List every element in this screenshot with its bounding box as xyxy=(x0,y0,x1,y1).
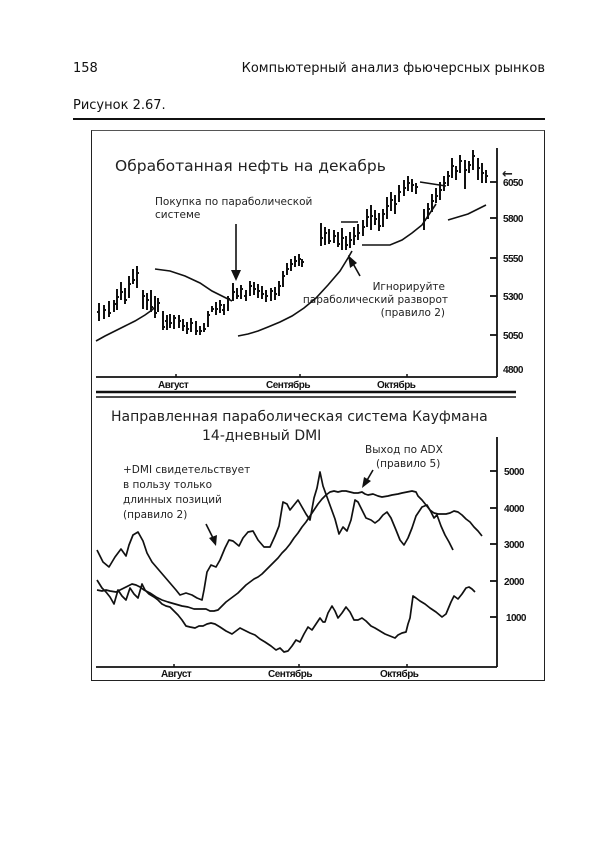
x-tick-label: Сентябрь xyxy=(268,669,312,680)
chart-subtitle: 14-дневный DMI xyxy=(202,428,322,444)
annotation-adx-line1: Выход по ADX xyxy=(365,444,443,456)
y-tick-label: 6050 xyxy=(503,178,523,189)
annotation-adx-line2: (правило 5) xyxy=(376,458,441,470)
figure-label: Рисунок 2.67. xyxy=(73,98,166,113)
chart-title: Направленная параболическая система Кауфмана xyxy=(111,409,488,425)
chart-price xyxy=(96,148,524,391)
price-axes xyxy=(96,148,497,377)
annotation-dmi-line1: +DMI свидетельствует xyxy=(123,464,251,476)
y-tick-label: 5300 xyxy=(503,292,523,303)
page-number: 158 xyxy=(73,61,98,76)
x-tick-label: Август xyxy=(158,380,189,391)
price-marker-arrow-icon: ← xyxy=(502,167,513,182)
x-tick-label: Октябрь xyxy=(377,380,416,391)
panel-separator xyxy=(96,392,516,397)
y-tick-label: 2000 xyxy=(504,577,524,588)
y-tick-label: 5550 xyxy=(503,254,523,265)
x-tick-label: Август xyxy=(161,669,192,680)
arrow-down-right-icon xyxy=(206,524,217,546)
annotation-dmi-line3: длинных позиций xyxy=(123,494,222,506)
annotation-dmi-line2: в пользу только xyxy=(123,479,213,491)
annotation-buy-line1: Покупка по параболической xyxy=(155,196,313,208)
annotation-ignore-line3: (правило 2) xyxy=(380,307,445,319)
y-tick-label: 1000 xyxy=(506,613,526,624)
y-tick-label: 5000 xyxy=(504,467,524,478)
annotation-dmi-line4: (правило 2) xyxy=(123,509,188,521)
annotation-ignore-line1: Игнорируйте xyxy=(372,281,445,293)
running-head: Компьютерный анализ фьючерсных рынков xyxy=(241,61,545,76)
y-tick-label: 5800 xyxy=(503,214,523,225)
annotation-ignore-line2: параболический разворот xyxy=(302,294,448,306)
y-tick-label: 4800 xyxy=(503,365,523,376)
arrow-up-left-icon xyxy=(348,255,360,276)
y-tick-label: 4000 xyxy=(504,504,524,515)
y-tick-label: 5050 xyxy=(503,331,523,342)
arrow-down-left-icon xyxy=(362,470,373,488)
x-tick-label: Октябрь xyxy=(380,669,419,680)
y-tick-label: 3000 xyxy=(504,540,524,551)
plus-dmi-line xyxy=(97,472,453,600)
arrow-down-icon xyxy=(231,224,241,281)
annotation-buy-line2: системе xyxy=(155,209,201,221)
chart-title: Обработанная нефть на декабрь xyxy=(115,157,386,175)
chart-dmi xyxy=(96,409,527,680)
x-tick-label: Сентябрь xyxy=(266,380,310,391)
minus-dmi-line xyxy=(97,580,475,652)
